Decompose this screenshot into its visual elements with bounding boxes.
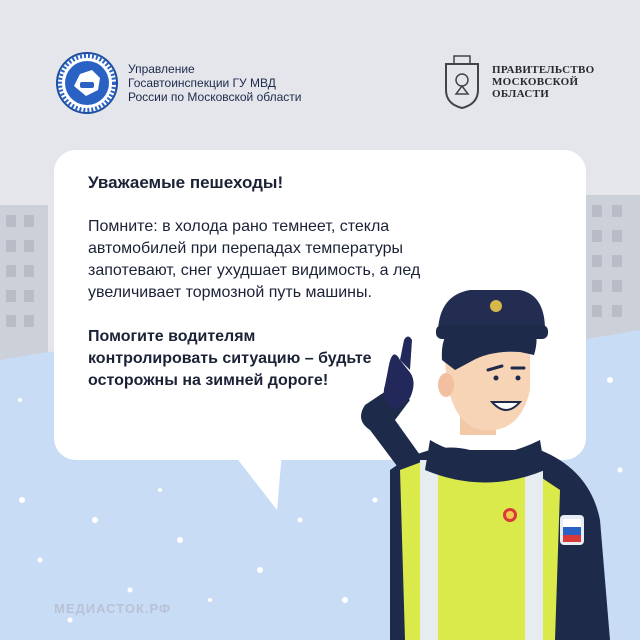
mo-org-line: ОБЛАСТИ: [492, 88, 550, 100]
gai-org-line: Госавтоинспекции ГУ МВД: [128, 76, 276, 90]
gai-org-line: Управление: [128, 62, 195, 76]
reminder-text: Помните: в холода рано темнеет, стекла автомобилей при перепадах температуры запотевают, снег ухудшает видимость, а лед увеличивает тормозной путь машины.: [88, 218, 421, 301]
appeal-text: Помогите водителям контролировать ситуацию – будьте осторожны на зимней дороге!: [88, 328, 372, 389]
mo-org-line: ПРАВИТЕЛЬСТВО: [492, 64, 595, 76]
officer-fur-hat: [438, 290, 545, 330]
footer-brand: МЕДИАСТОК.РФ: [54, 601, 172, 616]
gai-org-line: России по Московской области: [128, 90, 302, 104]
greeting-text: Уважаемые пешеходы!: [88, 173, 284, 192]
mo-org-line: МОСКОВСКОЙ: [492, 76, 579, 88]
